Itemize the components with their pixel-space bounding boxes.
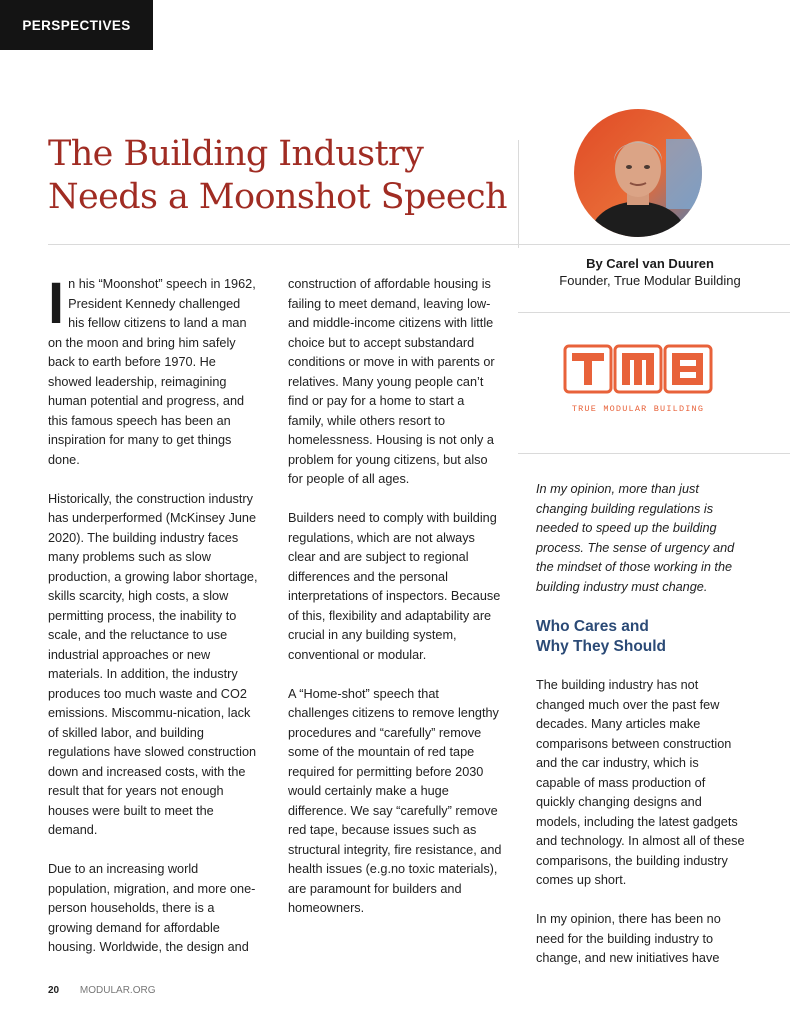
subhead-line-2: Why They Should bbox=[536, 637, 667, 655]
page-footer bbox=[48, 985, 155, 996]
title-divider bbox=[48, 244, 518, 245]
author-name: By Carel van Duuren bbox=[586, 256, 714, 271]
title-line-2: Needs a Moonshot Speech bbox=[48, 177, 507, 217]
col2-paragraph-1: construction of affordable housing is failing to meet demand, leaving low- and middle-income citizens with little choice but to accept substandard conditions or move in with parents or relatives. Many young people can’t find or pay for a home to start a family, while others resort to homelessness. Housing is not only a problem for young citizens, but also for people of all ages. bbox=[288, 277, 495, 486]
tmb-logo bbox=[555, 340, 720, 420]
col2-paragraph-3: A “Home-shot” speech that challenges citizens to remove lengthy procedures and “carefully” remove some of the mountain of red tape required for permitting before 2030 would certainly make a huge difference. We say “carefully” remove red tape, because issues such as structural integrity, fire resistance, and health issues (e.g.no toxic materials), are paramount for builders and homeowners. bbox=[288, 686, 502, 915]
col1-paragraph-3: Due to an increasing world population, migration, and more one-person households, there is a growing demand for affordable housing. Worldwide, the design and bbox=[48, 862, 256, 954]
header-column-divider bbox=[518, 140, 519, 248]
footer-site: MODULAR.ORG bbox=[79, 985, 156, 996]
pull-quote: In my opinion, more than just changing building regulations is needed to speed up the building process. The sense of urgency and the mindset of those working in the building industry must change. bbox=[536, 482, 735, 594]
title-line-1: The Building Industry bbox=[48, 134, 424, 174]
col1-paragraph-1 bbox=[48, 271, 258, 470]
byline-divider-top bbox=[518, 244, 790, 245]
section-subhead bbox=[536, 617, 746, 657]
author-byline bbox=[520, 255, 780, 289]
logo-tagline: TRUE MODULAR BUILDING bbox=[571, 404, 705, 414]
author-portrait bbox=[574, 109, 702, 237]
col1-p1-text: n his “Moonshot” speech in 1962, President Kennedy challenged his fellow citizens to land a man on the moon and bring him safely back to earth before 1970. He showed leadership, reimagining human potential and progress, and this famous speech has been an inspiration for many to get things done. bbox=[48, 277, 256, 467]
article-title bbox=[48, 133, 518, 219]
section-tag: PERSPECTIVES bbox=[0, 0, 153, 50]
subhead-line-1: Who Cares and bbox=[536, 617, 649, 635]
logo-divider bbox=[518, 453, 790, 454]
col2-paragraph-2: Builders need to comply with building regulations, which are not always clear and are subject to regional differences and the personal interpretations of inspectors. Because of this, flexibility and adaptability are crucial in any building system, conventional or modular. bbox=[288, 511, 501, 662]
byline-divider-bottom bbox=[518, 312, 790, 313]
article-column-3 bbox=[536, 480, 746, 988]
col1-paragraph-2: Historically, the construction industry has underperformed (McKinsey June 2020). The building industry faces many problems such as slow production, a growing labor shortage, skills scarcity, high costs, a slow permitting process, the inability to scale, and the reluctance to use industrial approaches or new materials. In addition, the industry produces too much waste and CO2 emissions. Miscommu-nication, lack of skilled labor, and building regulations have slowed construction down and increased costs, with the result that for years not enough houses were built to meet the demand. bbox=[48, 491, 258, 837]
author-portrait-image bbox=[574, 109, 702, 237]
drop-cap: I bbox=[48, 271, 65, 336]
article-column-1 bbox=[48, 271, 258, 977]
col3-paragraph-1: The building industry has not changed much over the past few decades. Many articles make comparisons between construction and the car industry, which is capable of mass production of quickly changing designs and models, including the latest gadgets and technology. In almost all of these comparisons, the building industry comes up short. bbox=[536, 678, 745, 887]
author-role: Founder, True Modular Building bbox=[559, 273, 741, 288]
page-number: 20 bbox=[48, 985, 60, 996]
col3-paragraph-2: In my opinion, there has been no need for the building industry to change, and new initiatives have bbox=[536, 912, 721, 965]
article-column-2 bbox=[288, 275, 503, 938]
